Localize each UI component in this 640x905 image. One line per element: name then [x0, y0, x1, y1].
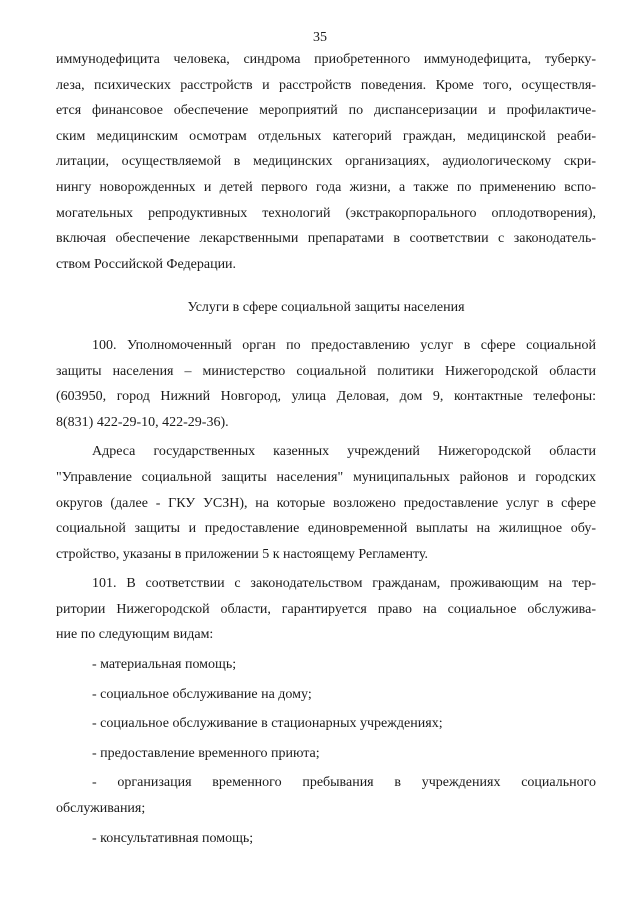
- document-body: [56, 47, 596, 851]
- text-line: округов (далее - ГКУ УСЗН), на которые возложено предоставление услуг в сфере: [56, 495, 596, 511]
- text-line: 8(831) 422-29-10, 422-29-36).: [56, 414, 229, 430]
- section-heading: Услуги в сфере социальной защиты населения: [187, 300, 465, 316]
- text-line: могательных репродуктивных технологий (экстракорпорального оплодотворения),: [56, 205, 596, 221]
- paragraph-addresses: [56, 439, 596, 567]
- page-number: 35: [313, 30, 327, 45]
- text-line: нингу новорожденных и детей первого года жизни, а также по применению вспо-: [56, 179, 596, 195]
- text-line: включая обеспечение лекарственными препаратами в соответствии с законодатель-: [56, 231, 596, 247]
- paragraph-101: [56, 571, 596, 648]
- text-line: обслуживания;: [56, 801, 146, 817]
- list-item: - материальная помощь;: [92, 657, 237, 673]
- text-line: Адреса государственных казенных учреждений Нижегородской области: [92, 444, 596, 460]
- text-line: ние по следующим видам:: [56, 627, 214, 643]
- services-list: [56, 652, 596, 851]
- text-line: ритории Нижегородской области, гарантируется право на социальное обслужива-: [56, 601, 596, 617]
- list-item: - социальное обслуживание в стационарных учреждениях;: [92, 716, 443, 732]
- text-line: 100. Уполномоченный орган по предоставлению услуг в сфере социальной: [92, 337, 596, 353]
- text-line: иммунодефицита человека, синдрома приобретенного иммунодефицита, туберку-: [56, 52, 596, 67]
- text-line: 101. В соответствии с законодательством гражданам, проживающим на тер-: [92, 576, 596, 592]
- text-line: социальной защиты и предоставление единовременной выплаты на жилищное обу-: [56, 521, 596, 537]
- text-line: леза, психических расстройств и расстройств поведения. Кроме того, осуществля-: [56, 77, 596, 93]
- text-line: стройство, указаны в приложении 5 к настоящему Регламенту.: [56, 546, 429, 562]
- text-line: ется финансовое обеспечение мероприятий по диспансеризации и профилактиче-: [56, 103, 596, 119]
- list-item: - организация временного пребывания в учреждениях социального: [92, 775, 596, 791]
- text-line: ством Российской Федерации.: [56, 256, 237, 272]
- list-item: - консультативная помощь;: [92, 830, 254, 846]
- text-line: литации, осуществляемой в медицинских организациях, аудиологическому скри-: [56, 154, 596, 170]
- text-line: ским медицинским осмотрам отдельных категорий граждан, медицинской реаби-: [56, 128, 596, 144]
- text-line: (603950, город Нижний Новгород, улица Деловая, дом 9, контактные телефоны:: [56, 389, 596, 405]
- text-line: защиты населения – министерство социальной политики Нижегородской области: [56, 363, 596, 379]
- text-line: "Управление социальной защиты населения" муниципальных районов и городских: [56, 469, 596, 485]
- paragraph-100: [56, 333, 596, 435]
- intro-paragraph: [56, 47, 596, 277]
- list-item: - социальное обслуживание на дому;: [92, 686, 312, 702]
- list-item: - предоставление временного приюта;: [92, 745, 320, 761]
